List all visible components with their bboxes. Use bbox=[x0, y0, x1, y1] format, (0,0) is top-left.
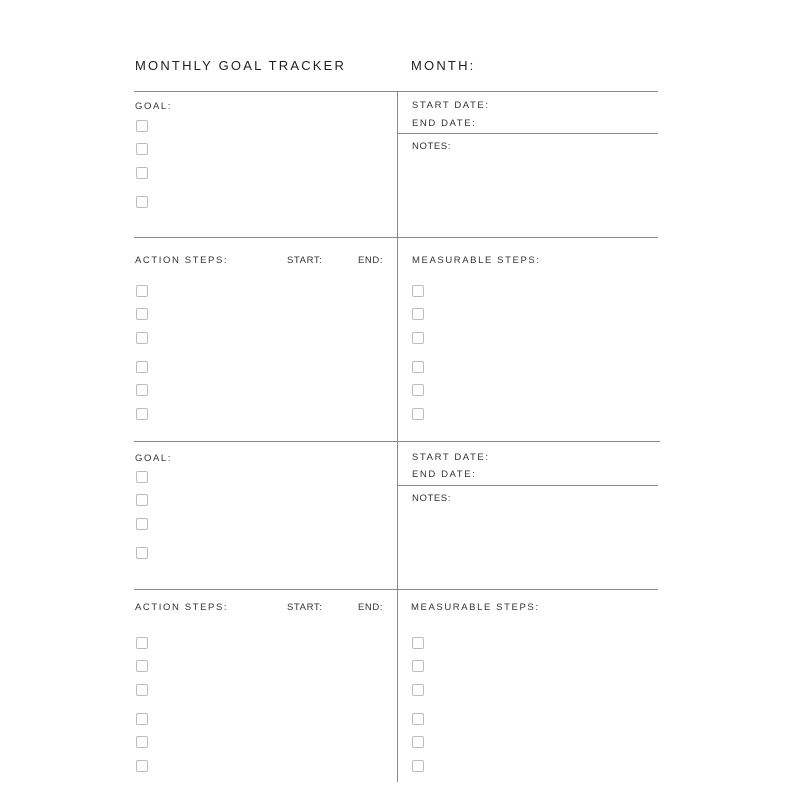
start-date-label: START DATE: bbox=[412, 100, 490, 111]
start-label: START: bbox=[287, 255, 323, 266]
start-label: START: bbox=[287, 602, 323, 613]
goal-checkbox[interactable] bbox=[136, 143, 148, 155]
goal-checkbox[interactable] bbox=[136, 167, 148, 179]
action-step-checkbox[interactable] bbox=[136, 408, 148, 420]
measurable-step-checkbox[interactable] bbox=[412, 760, 424, 772]
center-divider bbox=[397, 91, 398, 782]
end-date-label: END DATE: bbox=[412, 118, 477, 129]
goal-checkbox[interactable] bbox=[136, 547, 148, 559]
end-label: END: bbox=[358, 602, 384, 613]
top-divider bbox=[134, 91, 658, 92]
action-step-checkbox[interactable] bbox=[136, 361, 148, 373]
measurable-step-checkbox[interactable] bbox=[412, 637, 424, 649]
goal-label: GOAL: bbox=[135, 101, 173, 112]
goal-checkbox[interactable] bbox=[136, 196, 148, 208]
action-step-checkbox[interactable] bbox=[136, 637, 148, 649]
measurable-step-checkbox[interactable] bbox=[412, 408, 424, 420]
goal-checkbox[interactable] bbox=[136, 518, 148, 530]
dates-divider-1 bbox=[398, 133, 658, 134]
action-steps-label: ACTION STEPS: bbox=[135, 255, 229, 266]
end-label: END: bbox=[358, 255, 384, 266]
start-date-label: START DATE: bbox=[412, 452, 490, 463]
page-title: MONTHLY GOAL TRACKER bbox=[135, 58, 347, 73]
measurable-step-checkbox[interactable] bbox=[412, 384, 424, 396]
notes-label: NOTES: bbox=[412, 493, 451, 504]
measurable-step-checkbox[interactable] bbox=[412, 332, 424, 344]
measurable-step-checkbox[interactable] bbox=[412, 285, 424, 297]
goal-checkbox[interactable] bbox=[136, 120, 148, 132]
section-divider-2 bbox=[134, 441, 660, 442]
measurable-step-checkbox[interactable] bbox=[412, 660, 424, 672]
action-step-checkbox[interactable] bbox=[136, 660, 148, 672]
action-step-checkbox[interactable] bbox=[136, 384, 148, 396]
section-divider-3 bbox=[134, 589, 658, 590]
action-step-checkbox[interactable] bbox=[136, 684, 148, 696]
goal-checkbox[interactable] bbox=[136, 494, 148, 506]
measurable-step-checkbox[interactable] bbox=[412, 713, 424, 725]
measurable-steps-label: MEASURABLE STEPS: bbox=[412, 255, 541, 266]
action-step-checkbox[interactable] bbox=[136, 736, 148, 748]
action-steps-label: ACTION STEPS: bbox=[135, 602, 229, 613]
measurable-step-checkbox[interactable] bbox=[412, 308, 424, 320]
measurable-steps-label: MEASURABLE STEPS: bbox=[411, 602, 540, 613]
action-step-checkbox[interactable] bbox=[136, 332, 148, 344]
action-step-checkbox[interactable] bbox=[136, 285, 148, 297]
measurable-step-checkbox[interactable] bbox=[412, 684, 424, 696]
measurable-step-checkbox[interactable] bbox=[412, 361, 424, 373]
end-date-label: END DATE: bbox=[412, 469, 477, 480]
action-step-checkbox[interactable] bbox=[136, 760, 148, 772]
notes-label: NOTES: bbox=[412, 141, 451, 152]
action-step-checkbox[interactable] bbox=[136, 308, 148, 320]
measurable-step-checkbox[interactable] bbox=[412, 736, 424, 748]
month-label: MONTH: bbox=[411, 58, 476, 73]
dates-divider-2 bbox=[398, 485, 658, 486]
section-divider-1 bbox=[134, 237, 658, 238]
action-step-checkbox[interactable] bbox=[136, 713, 148, 725]
goal-checkbox[interactable] bbox=[136, 471, 148, 483]
goal-label: GOAL: bbox=[135, 453, 173, 464]
